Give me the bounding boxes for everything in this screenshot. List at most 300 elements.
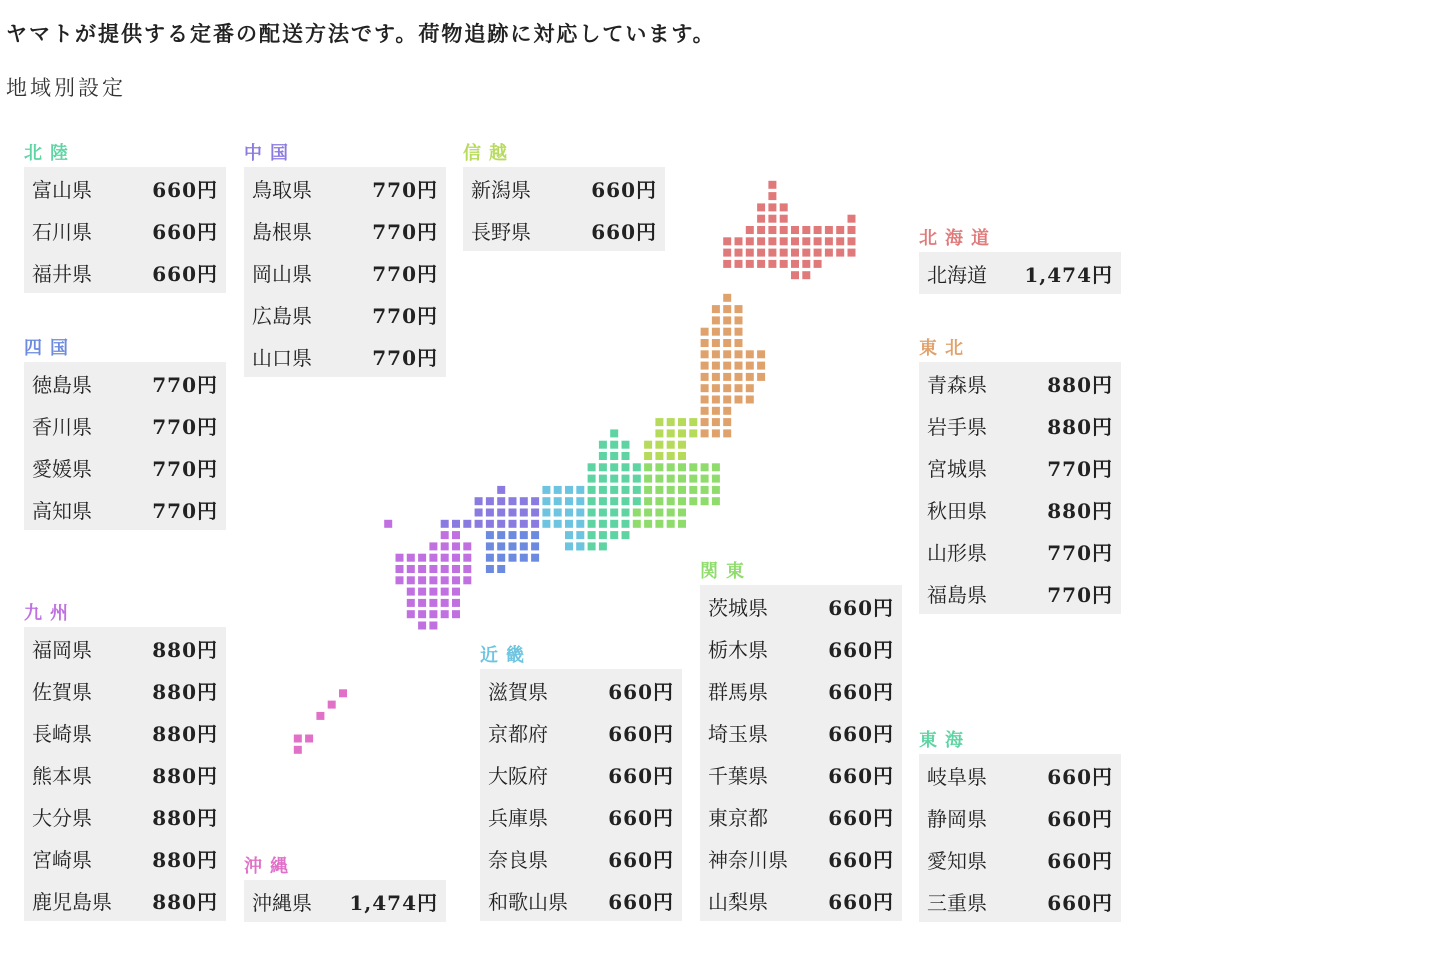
map-dot bbox=[701, 475, 709, 483]
map-dot bbox=[520, 509, 528, 517]
intro-text: ヤマトが提供する定番の配送方法です。荷物追跡に対応しています。 bbox=[6, 21, 716, 46]
map-dot bbox=[701, 362, 709, 370]
prefecture-name: 岐阜県 bbox=[927, 764, 987, 789]
prefecture-name: 新潟県 bbox=[471, 177, 531, 202]
map-dot bbox=[757, 203, 765, 211]
map-dot bbox=[689, 475, 697, 483]
shipping-price: 660円 bbox=[608, 679, 674, 704]
map-dot bbox=[780, 237, 788, 245]
shipping-price: 880円 bbox=[152, 637, 218, 662]
map-dot bbox=[339, 689, 347, 697]
price-row bbox=[700, 585, 902, 627]
map-dot bbox=[429, 599, 437, 607]
prefecture-name: 埼玉県 bbox=[708, 721, 768, 746]
map-dot bbox=[441, 520, 449, 528]
map-dot bbox=[633, 463, 641, 471]
map-dot bbox=[475, 520, 483, 528]
map-dot bbox=[791, 226, 799, 234]
map-dot bbox=[757, 362, 765, 370]
map-dot bbox=[655, 509, 663, 517]
map-dot bbox=[463, 554, 471, 562]
region-tokai bbox=[919, 728, 1121, 922]
map-dot bbox=[701, 429, 709, 437]
price-row bbox=[700, 627, 902, 669]
shipping-price: 1,474円 bbox=[349, 890, 438, 915]
prefecture-name: 茨城県 bbox=[708, 595, 768, 620]
prefecture-name: 島根県 bbox=[252, 219, 312, 244]
prefecture-name: 千葉県 bbox=[708, 763, 768, 788]
map-dot bbox=[486, 554, 494, 562]
map-dot bbox=[667, 475, 675, 483]
map-dot bbox=[701, 497, 709, 505]
map-dot bbox=[712, 418, 720, 426]
shipping-price: 770円 bbox=[152, 414, 218, 439]
map-dot bbox=[588, 531, 596, 539]
region-name: 近畿 bbox=[480, 645, 532, 666]
map-dot bbox=[655, 463, 663, 471]
map-dot bbox=[509, 531, 517, 539]
map-dot bbox=[768, 249, 776, 257]
shipping-price: 770円 bbox=[152, 456, 218, 481]
map-dot bbox=[429, 576, 437, 584]
map-dot bbox=[644, 520, 652, 528]
price-row bbox=[919, 252, 1121, 294]
map-dot bbox=[294, 735, 302, 743]
map-dot bbox=[712, 362, 720, 370]
map-dot bbox=[667, 463, 675, 471]
map-dot bbox=[497, 554, 505, 562]
map-dot bbox=[486, 520, 494, 528]
map-dot bbox=[802, 237, 810, 245]
region-chugoku bbox=[244, 141, 446, 377]
map-dot bbox=[418, 576, 426, 584]
prefecture-name: 宮城県 bbox=[927, 456, 987, 481]
map-dot bbox=[757, 260, 765, 268]
map-dot bbox=[520, 531, 528, 539]
shipping-price: 660円 bbox=[828, 847, 894, 872]
prefecture-name: 徳島県 bbox=[32, 372, 92, 397]
price-row bbox=[700, 711, 902, 753]
price-row bbox=[919, 362, 1121, 404]
price-table bbox=[480, 669, 682, 921]
map-dot bbox=[780, 215, 788, 223]
map-dot bbox=[848, 249, 856, 257]
price-table bbox=[700, 585, 902, 921]
shipping-price: 770円 bbox=[1047, 456, 1113, 481]
prefecture-name: 北海道 bbox=[927, 262, 987, 287]
map-dot bbox=[836, 226, 844, 234]
map-dot bbox=[509, 497, 517, 505]
map-dot bbox=[757, 226, 765, 234]
map-dot bbox=[463, 565, 471, 573]
map-dot bbox=[622, 452, 630, 460]
map-dot bbox=[735, 384, 743, 392]
price-row bbox=[244, 167, 446, 209]
shipping-price: 660円 bbox=[591, 177, 657, 202]
map-dot bbox=[407, 554, 415, 562]
map-dot bbox=[441, 554, 449, 562]
prefecture-name: 熊本県 bbox=[32, 763, 92, 788]
map-dot bbox=[644, 486, 652, 494]
map-dot bbox=[475, 497, 483, 505]
shipping-price: 770円 bbox=[372, 261, 438, 286]
map-dot bbox=[780, 249, 788, 257]
map-dot bbox=[576, 509, 584, 517]
region-name: 沖縄 bbox=[244, 856, 296, 877]
price-row bbox=[700, 753, 902, 795]
map-dot bbox=[848, 237, 856, 245]
shipping-price: 660円 bbox=[608, 763, 674, 788]
shipping-price: 770円 bbox=[372, 219, 438, 244]
map-dot bbox=[588, 542, 596, 550]
map-dot bbox=[802, 271, 810, 279]
region-hokkaido bbox=[919, 226, 1121, 294]
price-row bbox=[480, 753, 682, 795]
region-name: 北陸 bbox=[24, 143, 76, 164]
map-dot bbox=[723, 316, 731, 324]
prefecture-name: 神奈川県 bbox=[708, 847, 788, 872]
prefecture-name: 滋賀県 bbox=[488, 679, 548, 704]
map-dot bbox=[644, 509, 652, 517]
map-dot bbox=[723, 305, 731, 313]
map-dot bbox=[791, 237, 799, 245]
price-row bbox=[480, 669, 682, 711]
map-dot bbox=[678, 429, 686, 437]
map-dot bbox=[441, 576, 449, 584]
shipping-price: 660円 bbox=[828, 595, 894, 620]
map-dot bbox=[746, 237, 754, 245]
map-dot bbox=[531, 509, 539, 517]
price-row bbox=[480, 837, 682, 879]
price-row bbox=[24, 711, 226, 753]
price-row bbox=[244, 335, 446, 377]
region-tohoku bbox=[919, 336, 1121, 614]
prefecture-name: 東京都 bbox=[708, 805, 768, 830]
map-dot bbox=[757, 237, 765, 245]
prefecture-name: 青森県 bbox=[927, 372, 987, 397]
map-dot bbox=[554, 509, 562, 517]
map-dot bbox=[565, 542, 573, 550]
map-dot bbox=[441, 610, 449, 618]
map-dot bbox=[463, 520, 471, 528]
shipping-price: 770円 bbox=[152, 498, 218, 523]
map-dot bbox=[735, 260, 743, 268]
map-dot bbox=[418, 565, 426, 573]
price-row bbox=[480, 711, 682, 753]
map-dot bbox=[588, 486, 596, 494]
map-dot bbox=[441, 565, 449, 573]
map-dot bbox=[407, 565, 415, 573]
shipping-price: 660円 bbox=[1047, 764, 1113, 789]
map-dot bbox=[509, 509, 517, 517]
map-dot bbox=[768, 192, 776, 200]
shipping-price: 660円 bbox=[828, 637, 894, 662]
map-dot bbox=[723, 407, 731, 415]
map-dot bbox=[429, 554, 437, 562]
map-dot bbox=[463, 542, 471, 550]
map-dot bbox=[757, 350, 765, 358]
shipping-price: 1,474円 bbox=[1024, 262, 1113, 287]
map-dot bbox=[712, 316, 720, 324]
map-dot bbox=[565, 531, 573, 539]
price-row bbox=[24, 669, 226, 711]
map-dot bbox=[599, 463, 607, 471]
shipping-price: 880円 bbox=[152, 763, 218, 788]
price-row bbox=[24, 753, 226, 795]
shipping-price: 770円 bbox=[372, 177, 438, 202]
map-dot bbox=[802, 226, 810, 234]
map-dot bbox=[768, 237, 776, 245]
map-dot bbox=[531, 520, 539, 528]
map-dot bbox=[610, 531, 618, 539]
prefecture-name: 愛知県 bbox=[927, 848, 987, 873]
prefecture-name: 奈良県 bbox=[488, 847, 548, 872]
region-name: 中国 bbox=[244, 143, 296, 164]
map-dot bbox=[791, 260, 799, 268]
shipping-price: 660円 bbox=[1047, 890, 1113, 915]
shipping-price: 880円 bbox=[152, 721, 218, 746]
map-dot bbox=[723, 429, 731, 437]
map-dot bbox=[497, 520, 505, 528]
map-dot bbox=[712, 373, 720, 381]
map-dot bbox=[588, 520, 596, 528]
price-table bbox=[24, 627, 226, 921]
map-dot bbox=[655, 520, 663, 528]
map-dot bbox=[667, 486, 675, 494]
map-dot bbox=[396, 565, 404, 573]
map-dot bbox=[701, 384, 709, 392]
prefecture-name: 岩手県 bbox=[927, 414, 987, 439]
map-dot bbox=[723, 249, 731, 257]
map-dot bbox=[497, 497, 505, 505]
map-dot bbox=[678, 418, 686, 426]
map-dot bbox=[746, 350, 754, 358]
prefecture-name: 三重県 bbox=[927, 890, 987, 915]
map-dot bbox=[723, 396, 731, 404]
map-dot bbox=[746, 373, 754, 381]
map-dot bbox=[701, 463, 709, 471]
price-table bbox=[244, 880, 446, 922]
region-name: 東北 bbox=[919, 338, 971, 359]
map-dot bbox=[678, 452, 686, 460]
map-dot bbox=[723, 328, 731, 336]
map-dot bbox=[814, 249, 822, 257]
price-table bbox=[24, 167, 226, 293]
shipping-price: 880円 bbox=[1047, 372, 1113, 397]
map-dot bbox=[633, 520, 641, 528]
map-dot bbox=[655, 497, 663, 505]
map-dot bbox=[486, 509, 494, 517]
region-kyushu bbox=[24, 601, 226, 921]
price-table bbox=[919, 362, 1121, 614]
map-dot bbox=[531, 497, 539, 505]
map-dot bbox=[689, 429, 697, 437]
map-dot bbox=[667, 429, 675, 437]
shipping-price: 880円 bbox=[152, 847, 218, 872]
map-dot bbox=[746, 396, 754, 404]
prefecture-name: 鹿児島県 bbox=[32, 889, 112, 914]
prefecture-name: 山口県 bbox=[252, 345, 312, 370]
map-dot bbox=[486, 565, 494, 573]
map-dot bbox=[791, 271, 799, 279]
map-dot bbox=[712, 339, 720, 347]
price-row bbox=[24, 209, 226, 251]
map-dot bbox=[610, 452, 618, 460]
map-dot bbox=[441, 588, 449, 596]
map-dot bbox=[542, 497, 550, 505]
map-dot bbox=[407, 610, 415, 618]
map-dot bbox=[599, 486, 607, 494]
price-row bbox=[480, 795, 682, 837]
map-dot bbox=[723, 294, 731, 302]
map-dot bbox=[701, 328, 709, 336]
map-dot bbox=[712, 396, 720, 404]
shipping-price: 660円 bbox=[152, 219, 218, 244]
price-row bbox=[24, 627, 226, 669]
map-dot bbox=[576, 486, 584, 494]
map-dot bbox=[802, 260, 810, 268]
prefecture-name: 静岡県 bbox=[927, 806, 987, 831]
map-dot bbox=[667, 441, 675, 449]
price-row bbox=[244, 209, 446, 251]
map-dot bbox=[622, 463, 630, 471]
map-dot bbox=[655, 475, 663, 483]
map-dot bbox=[768, 226, 776, 234]
map-dot bbox=[576, 531, 584, 539]
map-dot bbox=[848, 226, 856, 234]
map-dot bbox=[644, 475, 652, 483]
price-row bbox=[24, 879, 226, 921]
region-hokuriku bbox=[24, 141, 226, 293]
map-dot bbox=[655, 441, 663, 449]
map-dot bbox=[531, 531, 539, 539]
map-dot bbox=[542, 509, 550, 517]
prefecture-name: 兵庫県 bbox=[488, 805, 548, 830]
map-dot bbox=[644, 452, 652, 460]
map-dot bbox=[407, 576, 415, 584]
map-dot bbox=[418, 599, 426, 607]
map-dot bbox=[429, 565, 437, 573]
map-dot bbox=[622, 520, 630, 528]
map-dot bbox=[407, 599, 415, 607]
shipping-price: 660円 bbox=[828, 805, 894, 830]
prefecture-name: 長崎県 bbox=[32, 721, 92, 746]
map-dot bbox=[712, 497, 720, 505]
map-dot bbox=[565, 509, 573, 517]
map-dot bbox=[441, 599, 449, 607]
map-dot bbox=[757, 215, 765, 223]
prefecture-name: 和歌山県 bbox=[488, 889, 568, 914]
price-row bbox=[700, 879, 902, 921]
price-row bbox=[24, 251, 226, 293]
map-dot bbox=[689, 486, 697, 494]
map-dot bbox=[396, 576, 404, 584]
shipping-price: 770円 bbox=[372, 345, 438, 370]
map-dot bbox=[622, 531, 630, 539]
shipping-price: 660円 bbox=[828, 721, 894, 746]
map-dot bbox=[780, 203, 788, 211]
map-dot bbox=[565, 520, 573, 528]
map-dot bbox=[768, 181, 776, 189]
map-dot bbox=[542, 486, 550, 494]
region-shinetsu bbox=[463, 141, 665, 251]
shipping-price: 880円 bbox=[152, 679, 218, 704]
map-dot bbox=[599, 441, 607, 449]
price-row bbox=[463, 167, 665, 209]
prefecture-name: 高知県 bbox=[32, 498, 92, 523]
prefecture-name: 大阪府 bbox=[488, 763, 548, 788]
map-dot bbox=[746, 226, 754, 234]
map-dot bbox=[723, 362, 731, 370]
map-dot bbox=[735, 316, 743, 324]
map-dot bbox=[825, 226, 833, 234]
map-dot bbox=[610, 509, 618, 517]
prefecture-name: 佐賀県 bbox=[32, 679, 92, 704]
map-dot bbox=[452, 599, 460, 607]
map-dot bbox=[814, 237, 822, 245]
map-dot bbox=[701, 407, 709, 415]
map-dot bbox=[723, 384, 731, 392]
map-dot bbox=[678, 441, 686, 449]
map-dot bbox=[644, 463, 652, 471]
map-dot bbox=[678, 463, 686, 471]
prefecture-name: 山梨県 bbox=[708, 889, 768, 914]
map-dot bbox=[576, 497, 584, 505]
map-dot bbox=[497, 542, 505, 550]
map-dot bbox=[305, 735, 313, 743]
price-row bbox=[24, 795, 226, 837]
map-dot bbox=[712, 429, 720, 437]
map-dot bbox=[848, 215, 856, 223]
map-dot bbox=[802, 249, 810, 257]
map-dot bbox=[452, 576, 460, 584]
map-dot bbox=[475, 509, 483, 517]
shipping-price: 660円 bbox=[608, 721, 674, 746]
price-row bbox=[244, 880, 446, 922]
region-name: 九州 bbox=[24, 603, 76, 624]
map-dot bbox=[825, 237, 833, 245]
map-dot bbox=[735, 339, 743, 347]
shipping-price: 660円 bbox=[608, 805, 674, 830]
map-dot bbox=[655, 452, 663, 460]
price-row bbox=[919, 754, 1121, 796]
map-dot bbox=[701, 350, 709, 358]
price-row bbox=[24, 837, 226, 879]
map-dot bbox=[735, 305, 743, 313]
prefecture-name: 福岡県 bbox=[32, 637, 92, 662]
map-dot bbox=[678, 475, 686, 483]
map-dot bbox=[384, 520, 392, 528]
map-dot bbox=[610, 475, 618, 483]
map-dot bbox=[791, 249, 799, 257]
map-dot bbox=[667, 509, 675, 517]
map-dot bbox=[328, 701, 336, 709]
map-dot bbox=[610, 463, 618, 471]
map-dot bbox=[588, 497, 596, 505]
shipping-price: 660円 bbox=[591, 219, 657, 244]
price-row bbox=[463, 209, 665, 251]
map-dot bbox=[633, 497, 641, 505]
map-dot bbox=[735, 249, 743, 257]
map-dot bbox=[531, 554, 539, 562]
map-dot bbox=[746, 260, 754, 268]
map-dot bbox=[497, 486, 505, 494]
map-dot bbox=[452, 565, 460, 573]
map-dot bbox=[520, 542, 528, 550]
price-row bbox=[700, 837, 902, 879]
price-row bbox=[919, 796, 1121, 838]
shipping-price: 660円 bbox=[828, 679, 894, 704]
